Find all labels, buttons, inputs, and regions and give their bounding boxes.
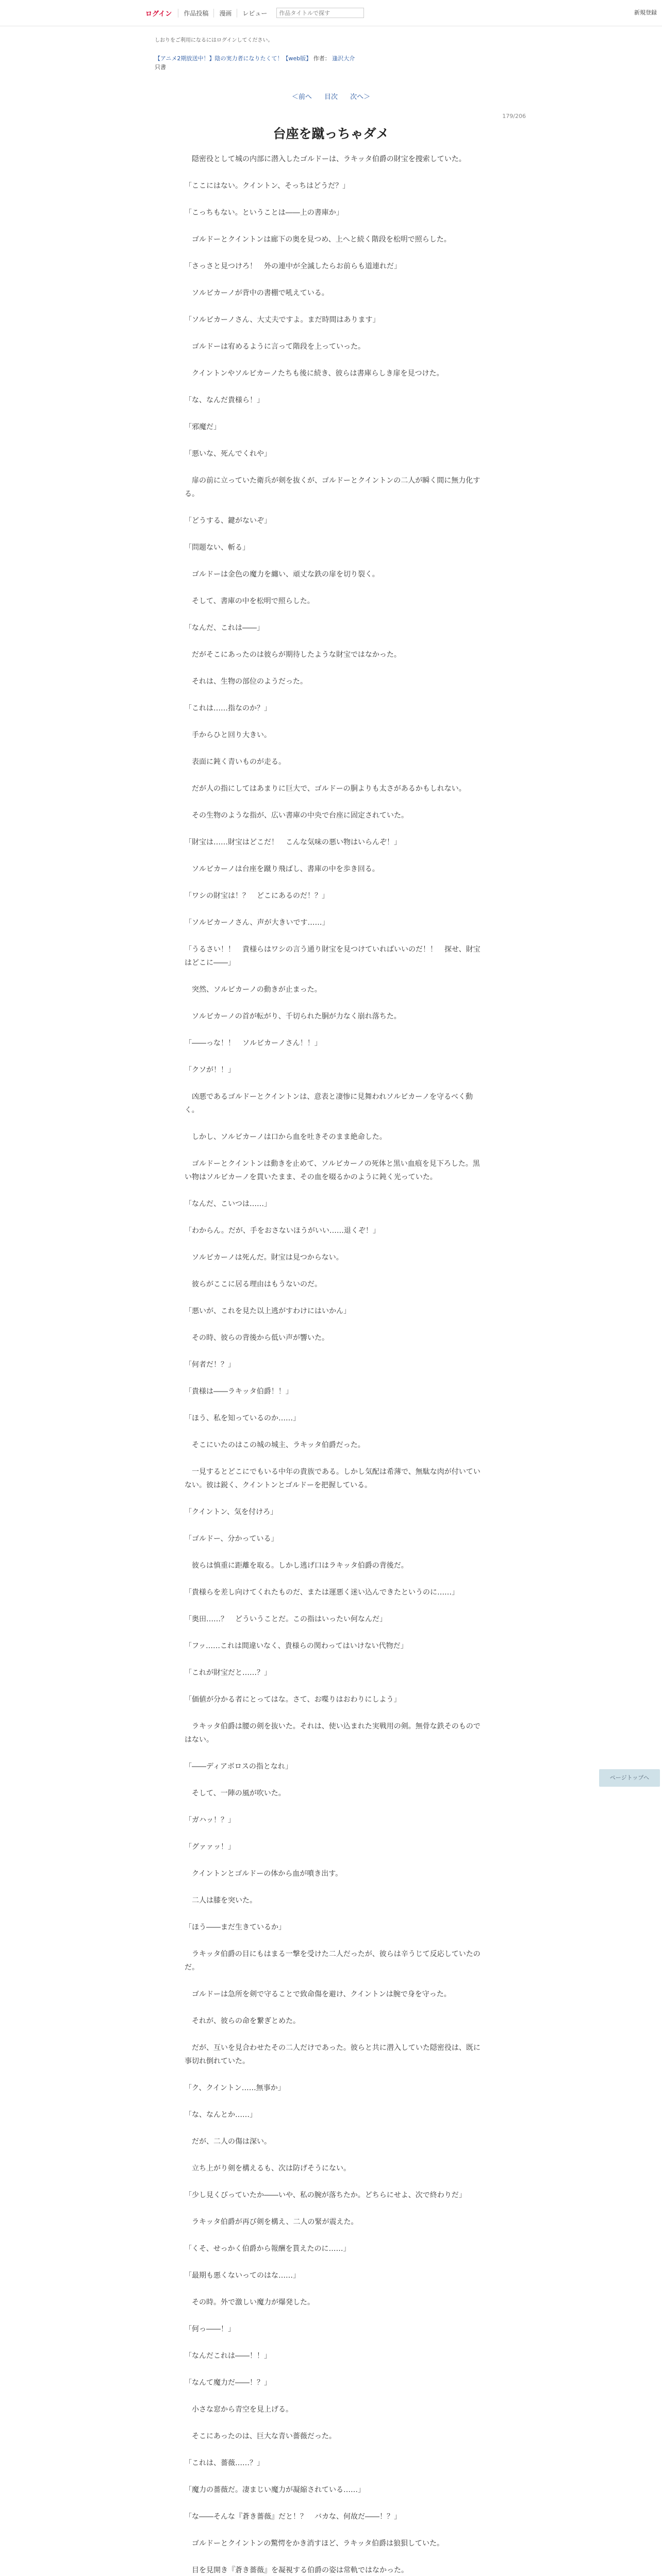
- novel-paragraph: 「問題ない、斬る」: [185, 544, 250, 552]
- search-input[interactable]: [276, 8, 364, 18]
- novel-paragraph: 「こっちもない。ということは――上の書庫か」: [185, 209, 343, 217]
- nav-link-manga[interactable]: 漫画: [213, 9, 237, 18]
- novel-paragraph: そこにいたのはこの城の城主、ラキッタ伯爵だった。: [185, 1441, 365, 1449]
- novel-paragraph: クイントンやソルビカーノたちも後に続き、彼らは書庫らしき扉を見つけた。: [185, 369, 444, 378]
- register-link[interactable]: 新規登録: [634, 9, 657, 16]
- bookmark-notice: [155, 36, 273, 43]
- novel-paragraph: 「どうする、鍵がないぞ」: [185, 517, 271, 525]
- novel-paragraph: 「な、なんだ貴様ら！」: [185, 396, 264, 404]
- prev-link[interactable]: ＜前へ: [291, 93, 312, 101]
- novel-paragraph: 「クイントン、気を付けろ」: [185, 1508, 278, 1516]
- novel-paragraph: 「少し見くびっていたか――いや、私の腕が落ちたか。どちらにせよ、次で終わりだ」: [185, 2191, 466, 2199]
- login-link[interactable]: ログイン: [145, 10, 172, 18]
- novel-paragraph: ゴルドーとクイントンの驚愕をかき消すほど、ラキッタ伯爵は狼狽していた。: [185, 2539, 444, 2548]
- novel-paragraph: 「ク、クイントン……無事か」: [185, 2084, 285, 2092]
- novel-paragraph: ラキッタ伯爵は腰の剣を抜いた。それは、使い込まれた実戦用の剣。無骨な鉄そのものではない。: [185, 1722, 481, 1744]
- novel-paragraph: 「最期も悪くないってのはな……」: [185, 2272, 300, 2280]
- series-header: [155, 54, 516, 72]
- novel-paragraph: 「フッ……これは間違いなく、貴様らの関わってはいけない代物だ」: [185, 1642, 408, 1650]
- novel-paragraph: ラキッタ伯爵の目にもはまる一撃を受けた二人だったが、彼らは辛うじて反応していたのだ。: [185, 1950, 481, 1972]
- novel-paragraph: 「何っ――！」: [185, 2325, 235, 2333]
- novel-paragraph: 「――っな！！ ソルビカーノさん！！」: [185, 1039, 322, 1047]
- novel-paragraph: 二人は膝を突いた。: [185, 1896, 257, 1905]
- novel-paragraph: 「――ディアボロスの指となれ」: [185, 1762, 292, 1771]
- novel-paragraph: ゴルドーは急所を剣で守ることで致命傷を避け、クイントンは腕で身を守った。: [185, 1990, 451, 1998]
- novel-paragraph: 「貴様らを差し向けてくれたものだ、または運悪く迷い込んできたというのに……」: [185, 1588, 459, 1597]
- novel-paragraph: 「奥田……？ どういうことだ。この指はいったい何なんだ」: [185, 1615, 387, 1623]
- novel-paragraph: 「ゴルドー、分かっている」: [185, 1535, 278, 1543]
- novel-body: [185, 152, 485, 2576]
- novel-paragraph: 突然、ソルビカーノの動きが止まった。: [185, 986, 322, 994]
- nav-link-review[interactable]: レビュー: [237, 9, 272, 18]
- novel-paragraph: ソルビカーノの首が転がり、千切られた胴が力なく崩れ落ちた。: [185, 1012, 401, 1021]
- top-nav: [145, 7, 364, 19]
- novel-paragraph: 「魔力の薔薇だ。凄まじい魔力が凝縮されている……」: [185, 2486, 365, 2494]
- novel-paragraph: 表面に鈍く青いものが走る。: [185, 758, 286, 766]
- novel-paragraph: 「邪魔だ」: [185, 423, 221, 431]
- toc-link[interactable]: 目次: [324, 93, 338, 101]
- novel-paragraph: 「な――そんな『蒼き薔薇』だと！？ バカな、何故だ――！？」: [185, 2513, 401, 2521]
- novel-paragraph: 「なんだ、これは――」: [185, 624, 264, 632]
- series-tail: 只書: [155, 64, 166, 71]
- bookmark-notice-text: しおりをご利用になるにはログインしてください。: [155, 38, 273, 43]
- novel-paragraph: だが、互いを見合わせたその二人だけであった。彼らと共に潜入していた隠密役は、既に事切れ倒れていた。: [185, 2044, 481, 2065]
- novel-paragraph: ソルビカーノは死んだ。財宝は見つからない。: [185, 1253, 343, 1262]
- series-title[interactable]: 【アニメ2期放送中！】陰の実力者になりたくて！【web版】: [155, 55, 312, 62]
- author-label: 作者：: [313, 55, 330, 62]
- novel-paragraph: ソルビカーノが背中の書棚で吼えている。: [185, 289, 329, 297]
- novel-paragraph: 「悪いな、死んでくれや」: [185, 450, 271, 458]
- novel-paragraph: それは、生物の部位のようだった。: [185, 677, 307, 686]
- novel-paragraph: 扉の前に立っていた衛兵が剣を抜くが、ゴルドーとクイントンの二人が瞬く間に無力化する。: [185, 477, 481, 498]
- novel-paragraph: 「ソルビカーノさん、声が大きいです……」: [185, 919, 329, 927]
- novel-paragraph: その時。外で激しい魔力が爆発した。: [185, 2298, 315, 2307]
- novel-paragraph: だが人の指にしてはあまりに巨大で、ゴルドーの胴よりも太さがあるかもしれない。: [185, 785, 466, 793]
- novel-paragraph: 「これは、薔薇……？」: [185, 2459, 264, 2467]
- novel-paragraph: しかし、ソルビカーノは口から血を吐きそのまま絶命した。: [185, 1133, 387, 1141]
- novel-paragraph: 手からひと回り大きい。: [185, 731, 271, 739]
- chapter-title: 台座を蹴っちゃダメ: [273, 126, 389, 141]
- novel-paragraph: 「貴様は――ラキッタ伯爵！！」: [185, 1387, 293, 1396]
- novel-paragraph: 「何者だ！？」: [185, 1361, 235, 1369]
- novel-paragraph: 「クソが！！」: [185, 1066, 235, 1074]
- novel-paragraph: ゴルドーとクイントンは動きを止めて、ソルビカーノの死体と黒い血痕を見下ろした。黒い物はソルビカーノを貫いたまま、その血を啜るかのように鈍く光っていた。: [185, 1160, 480, 1181]
- novel-paragraph: 凶悪であるゴルドーとクイントンは、意表と凄惨に見舞われソルビカーノを守るべく動く。: [185, 1093, 473, 1114]
- novel-paragraph: ゴルドーは宥めるように言って階段を上っていった。: [185, 343, 365, 351]
- nav-link-post[interactable]: 作品投稿: [178, 9, 213, 18]
- novel-paragraph: 「これは……指なのか？」: [185, 704, 271, 713]
- novel-paragraph: 「ほう――まだ生きているか」: [185, 1923, 286, 1931]
- novel-paragraph: 一見するとどこにでもいる中年の貴族である。しかし気配は希薄で、無駄な肉が付いていない。彼は鋭く、クイントンとゴルドーを把握している。: [185, 1468, 481, 1489]
- novel-paragraph: ゴルドーとクイントンは廊下の奥を見つめ、上へと続く階段を松明で照らした。: [185, 235, 451, 244]
- novel-paragraph: 目を見開き『蒼き薔薇』を凝視する伯爵の姿は常軌ではなかった。: [185, 2566, 408, 2574]
- novel-paragraph: ラキッタ伯爵が再び剣を構え、二人の緊が震えた。: [185, 2218, 358, 2226]
- chapter-nav: [0, 91, 662, 101]
- novel-paragraph: 「うるさい！！ 貴様らはワシの言う通り財宝を見つけていればいいのだ！！ 探せ、財宝はどこに――」: [185, 945, 481, 967]
- novel-paragraph: 「ワシの財宝は！？ どこにあるのだ！？」: [185, 892, 329, 900]
- top-bar: [0, 0, 662, 26]
- novel-paragraph: 「これが財宝だと……？」: [185, 1669, 271, 1677]
- novel-paragraph: クイントンとゴルドーの体から血が噴き出す。: [185, 1870, 343, 1878]
- novel-paragraph: 「なんだこれは――！！」: [185, 2352, 271, 2360]
- author-name[interactable]: 逢沢大介: [332, 55, 355, 62]
- novel-paragraph: 彼らは慎重に距離を取る。しかし逃げ口はラキッタ伯爵の背後だ。: [185, 1562, 408, 1570]
- novel-paragraph: 「悪いが、これを見た以上逃がすわけにはいかん」: [185, 1307, 351, 1315]
- novel-paragraph: だが、二人の傷は深い。: [185, 2138, 271, 2146]
- novel-paragraph: そして、書庫の中を松明で照らした。: [185, 597, 315, 605]
- novel-paragraph: 「さっさと見つけろ！ 外の連中が全滅したらお前らも道連れだ」: [185, 262, 401, 270]
- next-link[interactable]: 次へ＞: [350, 93, 371, 101]
- novel-paragraph: だがそこにあったのは彼らが期待したような財宝ではなかった。: [185, 651, 401, 659]
- novel-paragraph: 「ここにはない。クイントン、そっちはどうだ？」: [185, 182, 350, 190]
- novel-paragraph: 「グァァッ！」: [185, 1843, 235, 1851]
- novel-paragraph: その時、彼らの背後から低い声が響いた。: [185, 1334, 329, 1342]
- novel-paragraph: その生物のような指が、広い書庫の中央で台座に固定されていた。: [185, 811, 408, 820]
- novel-paragraph: 立ち上がり剣を構えるも、次は防げそうにない。: [185, 2164, 351, 2173]
- novel-paragraph: 「ほう、私を知っているのか……」: [185, 1414, 300, 1422]
- novel-paragraph: そこにあったのは、巨大な青い薔薇だった。: [185, 2432, 336, 2441]
- novel-paragraph: そして、一陣の風が吹いた。: [185, 1789, 286, 1798]
- novel-paragraph: 「わからん。だが、手をおさないほうがいい……退くぞ！」: [185, 1227, 380, 1235]
- novel-paragraph: 小さな窓から青空を見上げる。: [185, 2405, 293, 2414]
- novel-paragraph: 「くそ、せっかく伯爵から報酬を貰えたのに……」: [185, 2245, 351, 2253]
- novel-paragraph: 「なんて魔力だ――！？」: [185, 2379, 271, 2387]
- page-number: 179/206: [502, 113, 526, 120]
- novel-paragraph: ゴルドーは金色の魔力を纏い、頑丈な鉄の扉を切り裂く。: [185, 570, 379, 579]
- novel-paragraph: 「財宝は……財宝はどこだ！ こんな気味の悪い物はいらんぞ！」: [185, 838, 401, 846]
- novel-paragraph: 彼らがここに居る理由はもうないのだ。: [185, 1280, 322, 1289]
- novel-paragraph: 「価値が分かる者にとってはな。さて、お喋りはおわりにしよう」: [185, 1696, 401, 1704]
- novel-paragraph: それが、彼らの命を繋ぎとめた。: [185, 2017, 300, 2025]
- novel-paragraph: 「な、なんとか……」: [185, 2111, 257, 2119]
- novel-paragraph: 隠密役として城の内部に潜入したゴルドーは、ラキッタ伯爵の財宝を捜索していた。: [185, 155, 466, 163]
- novel-paragraph: 「ガハッ！？」: [185, 1816, 235, 1824]
- novel-paragraph: ソルビカーノは台座を蹴り飛ばし、書庫の中を歩き回る。: [185, 865, 379, 873]
- novel-paragraph: 「ソルビカーノさん、大丈夫ですよ。まだ時間はあります」: [185, 316, 380, 324]
- page-top-button[interactable]: ページトップへ: [599, 1769, 660, 1787]
- novel-paragraph: 「なんだ、こいつは……」: [185, 1200, 271, 1208]
